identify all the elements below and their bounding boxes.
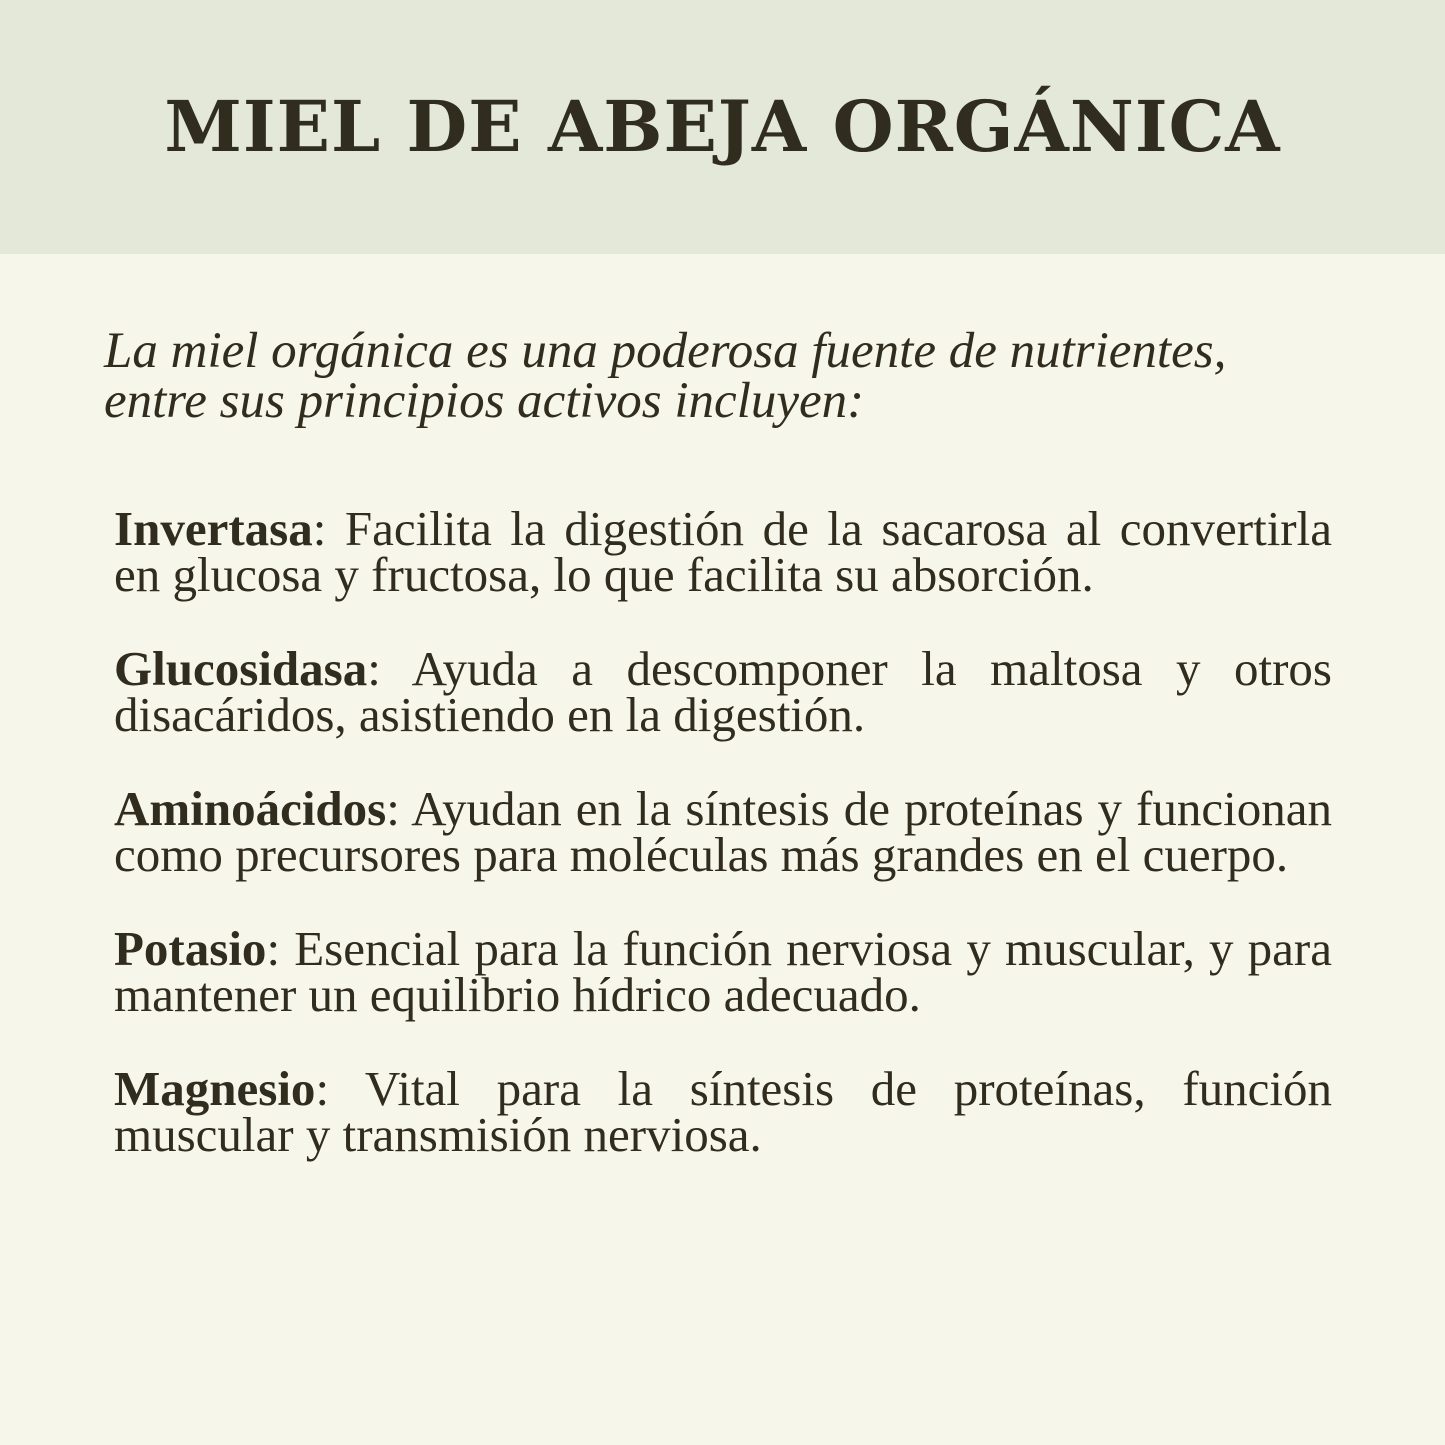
nutrient-item-glucosidasa: Glucosidasa: Ayuda a descomponer la maltosa y otros disacáridos, asistiendo en la digestión. xyxy=(114,641,1332,742)
nutrient-term: Glucosidasa xyxy=(114,641,368,696)
nutrient-description: Ayuda a descomponer la maltosa y otros disacáridos, asistiendo en la digestión. xyxy=(114,641,1332,742)
nutrient-item-aminoacidos: Aminoácidos: Ayudan en la síntesis de proteínas y funcionan como precursores para moléculas más grandes en el cuerpo. xyxy=(114,781,1332,882)
nutrient-item-invertasa: Invertasa: Facilita la digestión de la sacarosa al convertirla en glucosa y fructosa, lo que facilita su absorción. xyxy=(114,501,1332,602)
header-banner xyxy=(0,0,1445,254)
nutrient-description: Facilita la digestión de la sacarosa al convertirla en glucosa y fructosa, lo que facilita su absorción. xyxy=(114,501,1332,602)
nutrient-description: Ayudan en la síntesis de proteínas y funcionan como precursores para moléculas más grandes en el cuerpo. xyxy=(114,781,1332,882)
intro-text xyxy=(104,323,1339,429)
nutrient-list xyxy=(114,501,1332,1206)
page-title: MIEL DE ABEJA ORGÁNICA xyxy=(164,85,1281,168)
nutrient-description: Esencial para la función nerviosa y muscular, y para mantener un equilibrio hídrico adecuado. xyxy=(114,921,1332,1022)
nutrient-term: Potasio xyxy=(114,921,267,976)
nutrient-term: Invertasa xyxy=(114,501,313,556)
nutrient-description: Vital para la síntesis de proteínas, función muscular y transmisión nerviosa. xyxy=(114,1061,1332,1162)
intro-line-1: La miel orgánica es una poderosa fuente de nutrientes, xyxy=(104,323,1227,379)
nutrient-item-potasio: Potasio: Esencial para la función nerviosa y muscular, y para mantener un equilibrio hídrico adecuado. xyxy=(114,921,1332,1022)
nutrient-term: Aminoácidos xyxy=(114,781,387,836)
intro-line-2: entre sus principios activos incluyen: xyxy=(104,373,865,429)
nutrient-item-magnesio: Magnesio: Vital para la síntesis de proteínas, función muscular y transmisión nerviosa. xyxy=(114,1061,1332,1162)
nutrient-term: Magnesio xyxy=(114,1061,316,1116)
